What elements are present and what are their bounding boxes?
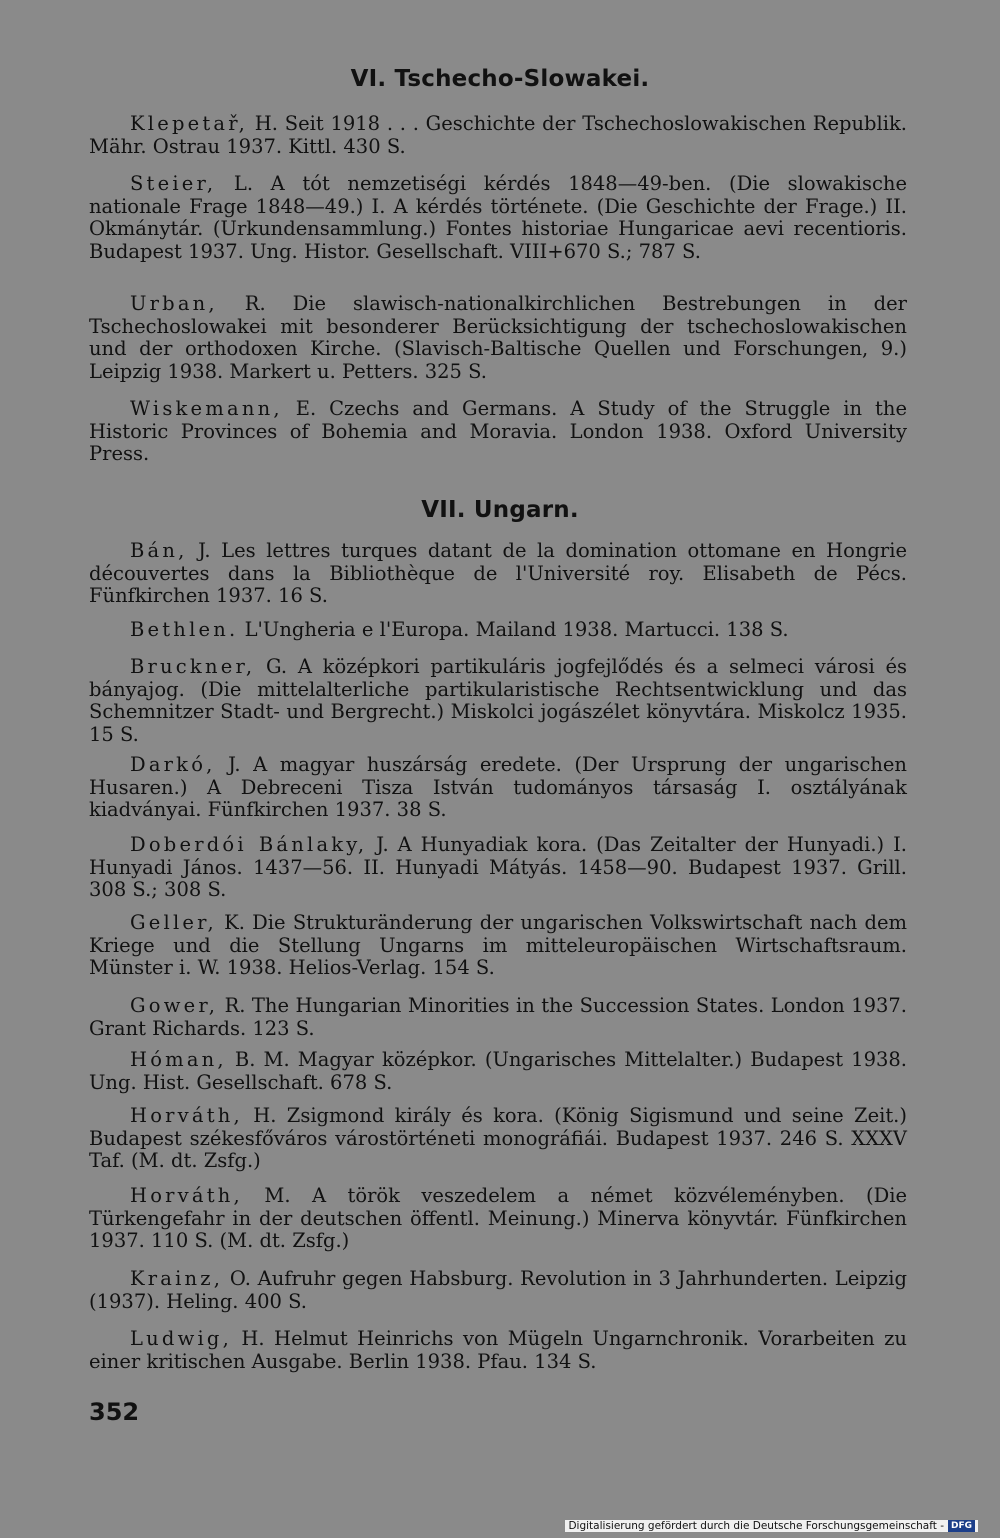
entry-text: J. A magyar huszárság eredete. (Der Ursprung der ungarischen Husaren.) A Debreceni Tisza István tudományos társaság I. osztályának kiadványai. Fünfkirchen 1937. 38 S. xyxy=(89,753,907,821)
section-heading-vii: VII. Ungarn. xyxy=(421,497,579,523)
entry-author: Darkó, xyxy=(130,753,216,776)
entry-author: Urban, xyxy=(130,292,218,315)
entry-text: H. Seit 1918 . . . Geschichte der Tschechoslowakischen Republik. Mähr. Ostrau 1937. Kittl. 430 S. xyxy=(89,112,907,158)
entry-text: B. M. Magyar középkor. (Ungarisches Mittelalter.) Budapest 1938. Ung. Hist. Gesellschaft. 678 S. xyxy=(89,1048,907,1094)
entry-author: Horváth, xyxy=(130,1184,243,1207)
bib-entry xyxy=(89,834,907,902)
entry-author: Horváth, xyxy=(130,1104,243,1127)
entry-author: Ludwig, xyxy=(130,1327,232,1350)
footer-text: Digitalisierung gefördert durch die Deutsche Forschungsgemeinschaft - xyxy=(568,1520,944,1532)
entry-author: Hóman, xyxy=(130,1048,227,1071)
bib-entry xyxy=(89,173,907,263)
bib-entry xyxy=(89,1049,907,1094)
bib-entry xyxy=(89,1105,907,1173)
entry-text: H. Helmut Heinrichs von Mügeln Ungarnchronik. Vorarbeiten zu einer kritischen Ausgabe. Berlin 1938. Pfau. 134 S. xyxy=(89,1327,907,1373)
entry-author: Geller, xyxy=(130,911,217,934)
digitization-footer xyxy=(565,1520,978,1532)
entry-text: H. Zsigmond király és kora. (König Sigismund und seine Zeit.) Budapest székesfőváros várostörténeti monográfiái. Budapest 1937. 246 S. XXXV Taf. (M. dt. Zsfg.) xyxy=(89,1104,907,1172)
entry-author: Krainz, xyxy=(130,1267,224,1290)
entry-text: L'Ungheria e l'Europa. Mailand 1938. Martucci. 138 S. xyxy=(238,618,789,641)
entry-text: R. Die slawisch-nationalkirchlichen Bestrebungen in der Tschechoslowakei mit besonderer Berücksichtigung der tschechoslowakischen und der orthodoxen Kirche. (Slavisch-Baltische Quellen und Forschungen, 9.) Leipzig 1938. Markert u. Petters. 325 S. xyxy=(89,292,907,383)
entry-author: Doberdói Bánlaky, xyxy=(130,833,368,856)
bib-entry xyxy=(89,912,907,980)
entry-text: O. Aufruhr gegen Habsburg. Revolution in 3 Jahrhunderten. Leipzig (1937). Heling. 400 S. xyxy=(89,1267,907,1313)
entry-text: G. A középkori partikuláris jogfejlődés és a selmeci városi és bányajog. (Die mittelalterliche partikularistische Rechtsentwicklung und das Schemnitzer Stadt- und Bergrecht.) Miskolci jogászélet könyvtára. Miskolcz 1935. 15 S. xyxy=(89,655,907,746)
bib-entry xyxy=(89,540,907,608)
entry-author: Wiskemann, xyxy=(130,397,283,420)
bib-entry xyxy=(89,995,907,1040)
entry-author: Steier, xyxy=(130,172,217,195)
bib-entry xyxy=(89,754,907,822)
section-heading-vi: VI. Tschecho-Slowakei. xyxy=(350,66,650,92)
entry-text: L. A tót nemzetiségi kérdés 1848—49-ben. (Die slowakische nationale Frage 1848—49.) I. A kérdés története. (Die Geschichte der Frage.) II. Okmánytár. (Urkundensammlung.) Fontes historiae Hungaricae aevi recentioris. Budapest 1937. Ung. Histor. Gesellschaft. VIII+670 S.; 787 S. xyxy=(89,172,907,263)
entry-author: Klepetař, xyxy=(130,112,249,135)
entry-text: J. Les lettres turques datant de la domination ottomane en Hongrie découvertes dans la Bibliothèque de l'Université roy. Elisabeth de Pécs. Fünfkirchen 1937. 16 S. xyxy=(89,539,907,607)
bib-entry xyxy=(89,1185,907,1253)
entry-author: Bán, xyxy=(130,539,188,562)
dfg-logo: DFG xyxy=(948,1520,975,1532)
bib-entry xyxy=(89,656,907,746)
bib-entry xyxy=(89,293,907,383)
bib-entry xyxy=(89,1328,907,1373)
page-number: 352 xyxy=(89,1398,140,1426)
bib-entry xyxy=(89,398,907,466)
bib-entry xyxy=(89,1268,907,1313)
entry-text: J. A Hunyadiak kora. (Das Zeitalter der Hunyadi.) I. Hunyadi János. 1437—56. II. Hunyadi Mátyás. 1458—90. Budapest 1937. Grill. 308 S.; 308 S. xyxy=(89,833,907,901)
bib-entry xyxy=(89,619,907,642)
entry-text: K. Die Strukturänderung der ungarischen Volkswirtschaft nach dem Kriege und die Stellung Ungarns im mitteleuropäischen Wirtschaftsraum. Münster i. W. 1938. Helios-Verlag. 154 S. xyxy=(89,911,907,979)
entry-author: Bethlen. xyxy=(130,618,239,641)
entry-text: R. The Hungarian Minorities in the Succession States. London 1937. Grant Richards. 123 S. xyxy=(89,994,907,1040)
entry-text: M. A török veszedelem a német közvéleményben. (Die Türkengefahr in der deutschen öffentl. Meinung.) Minerva könyvtár. Fünfkirchen 1937. 110 S. (M. dt. Zsfg.) xyxy=(89,1184,907,1252)
entry-author: Bruckner, xyxy=(130,655,256,678)
entry-text: E. Czechs and Germans. A Study of the Struggle in the Historic Provinces of Bohemia and Moravia. London 1938. Oxford University Press. xyxy=(89,397,907,465)
entry-author: Gower, xyxy=(130,994,219,1017)
bib-entry xyxy=(89,113,907,158)
